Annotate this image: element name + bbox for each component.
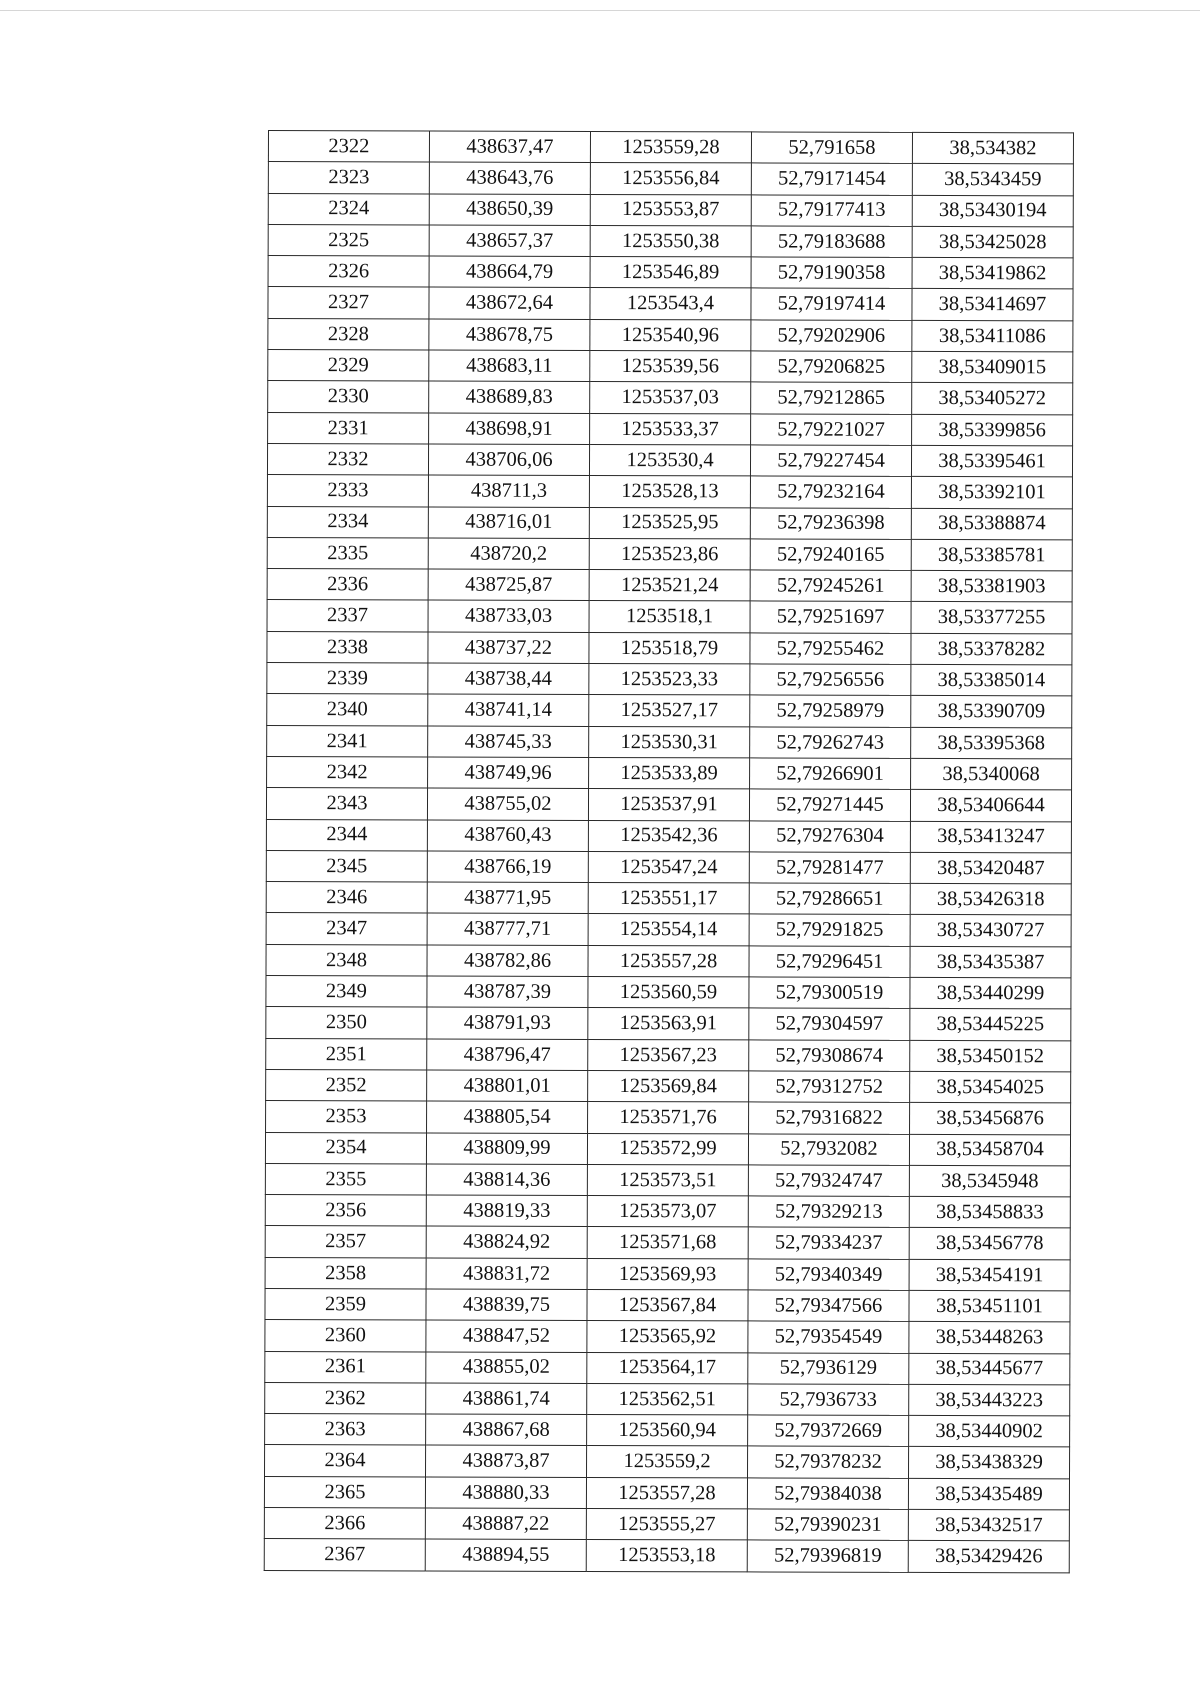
- latitude-cell: 52,79316822: [749, 1102, 910, 1134]
- longitude-cell: 38,5343459: [912, 164, 1073, 196]
- latitude-cell: 52,79347566: [748, 1290, 909, 1322]
- latitude-cell: 52,79227454: [750, 445, 911, 477]
- point-number-cell: 2332: [267, 443, 428, 475]
- longitude-cell: 38,53450152: [910, 1040, 1071, 1072]
- y-coordinate-cell: 1253560,94: [587, 1415, 748, 1447]
- x-coordinate-cell: 438725,87: [428, 569, 589, 601]
- point-number-cell: 2330: [268, 381, 429, 413]
- y-coordinate-cell: 1253563,91: [588, 1008, 749, 1040]
- table-row: [265, 1414, 1070, 1448]
- x-coordinate-cell: 438678,75: [429, 319, 590, 351]
- latitude-cell: 52,79378232: [748, 1446, 909, 1478]
- longitude-cell: 38,534382: [912, 132, 1073, 164]
- latitude-cell: 52,79190358: [751, 257, 912, 289]
- x-coordinate-cell: 438741,14: [428, 694, 589, 726]
- table-row: [266, 850, 1071, 884]
- latitude-cell: 52,7936733: [748, 1384, 909, 1416]
- longitude-cell: 38,53456876: [910, 1103, 1071, 1135]
- longitude-cell: 38,5345948: [909, 1165, 1070, 1197]
- latitude-cell: 52,79308674: [749, 1040, 910, 1072]
- x-coordinate-cell: 438771,95: [427, 882, 588, 914]
- latitude-cell: 52,79206825: [751, 351, 912, 383]
- latitude-cell: 52,79396819: [747, 1540, 908, 1572]
- point-number-cell: 2360: [265, 1320, 426, 1352]
- x-coordinate-cell: 438711,3: [428, 475, 589, 507]
- point-number-cell: 2342: [267, 756, 428, 788]
- y-coordinate-cell: 1253573,07: [587, 1196, 748, 1228]
- y-coordinate-cell: 1253533,89: [589, 757, 750, 789]
- y-coordinate-cell: 1253530,31: [589, 726, 750, 758]
- latitude-cell: 52,79300519: [749, 977, 910, 1009]
- latitude-cell: 52,79171454: [751, 163, 912, 195]
- x-coordinate-cell: 438716,01: [428, 507, 589, 539]
- longitude-cell: 38,53377255: [911, 602, 1072, 634]
- point-number-cell: 2350: [266, 1007, 427, 1039]
- latitude-cell: 52,79236398: [750, 507, 911, 539]
- longitude-cell: 38,53458833: [909, 1197, 1070, 1229]
- table-row: [268, 131, 1073, 165]
- point-number-cell: 2361: [265, 1351, 426, 1383]
- table-row: [265, 1226, 1070, 1260]
- coordinates-table: [264, 130, 1074, 1573]
- y-coordinate-cell: 1253547,24: [588, 851, 749, 883]
- x-coordinate-cell: 438867,68: [426, 1414, 587, 1446]
- y-coordinate-cell: 1253557,28: [586, 1477, 747, 1509]
- latitude-cell: 52,79340349: [748, 1259, 909, 1291]
- y-coordinate-cell: 1253537,91: [588, 789, 749, 821]
- point-number-cell: 2363: [265, 1414, 426, 1446]
- latitude-cell: 52,79212865: [751, 382, 912, 414]
- y-coordinate-cell: 1253527,17: [589, 695, 750, 727]
- longitude-cell: 38,53395461: [911, 445, 1072, 477]
- y-coordinate-cell: 1253569,84: [588, 1070, 749, 1102]
- table-row: [267, 663, 1072, 697]
- x-coordinate-cell: 438880,33: [425, 1477, 586, 1509]
- point-number-cell: 2349: [266, 976, 427, 1008]
- latitude-cell: 52,79197414: [751, 288, 912, 320]
- point-number-cell: 2365: [264, 1476, 425, 1508]
- table-row: [268, 350, 1073, 384]
- latitude-cell: 52,79262743: [750, 727, 911, 759]
- point-number-cell: 2355: [265, 1163, 426, 1195]
- table-row: [267, 569, 1072, 603]
- table-row: [264, 1508, 1069, 1542]
- latitude-cell: 52,79329213: [748, 1196, 909, 1228]
- table-row: [267, 725, 1072, 759]
- table-row: [268, 256, 1073, 290]
- y-coordinate-cell: 1253546,89: [590, 257, 751, 289]
- point-number-cell: 2326: [268, 256, 429, 288]
- table-row: [268, 318, 1073, 352]
- point-number-cell: 2367: [264, 1539, 425, 1571]
- point-number-cell: 2335: [267, 537, 428, 569]
- point-number-cell: 2336: [267, 569, 428, 601]
- point-number-cell: 2358: [265, 1257, 426, 1289]
- longitude-cell: 38,53456778: [909, 1228, 1070, 1260]
- y-coordinate-cell: 1253567,23: [588, 1039, 749, 1071]
- x-coordinate-cell: 438672,64: [429, 287, 590, 319]
- x-coordinate-cell: 438745,33: [428, 726, 589, 758]
- table-row: [266, 913, 1071, 947]
- table-row: [266, 1038, 1071, 1072]
- table-row: [265, 1288, 1070, 1322]
- longitude-cell: 38,53448263: [909, 1322, 1070, 1354]
- y-coordinate-cell: 1253562,51: [587, 1383, 748, 1415]
- point-number-cell: 2340: [267, 694, 428, 726]
- x-coordinate-cell: 438766,19: [427, 851, 588, 883]
- y-coordinate-cell: 1253553,87: [590, 194, 751, 226]
- y-coordinate-cell: 1253572,99: [587, 1133, 748, 1165]
- latitude-cell: 52,79384038: [747, 1478, 908, 1510]
- y-coordinate-cell: 1253553,18: [586, 1540, 747, 1572]
- point-number-cell: 2333: [267, 475, 428, 507]
- x-coordinate-cell: 438737,22: [428, 632, 589, 664]
- point-number-cell: 2331: [268, 412, 429, 444]
- latitude-cell: 52,79334237: [748, 1227, 909, 1259]
- longitude-cell: 38,53438329: [909, 1447, 1070, 1479]
- latitude-cell: 52,79183688: [751, 226, 912, 258]
- table-row: [266, 1101, 1071, 1135]
- table-row: [266, 1069, 1071, 1103]
- table-row: [267, 475, 1072, 509]
- table-row: [264, 1539, 1069, 1573]
- table-row: [268, 412, 1073, 446]
- x-coordinate-cell: 438796,47: [427, 1039, 588, 1071]
- x-coordinate-cell: 438720,2: [428, 538, 589, 570]
- x-coordinate-cell: 438782,86: [427, 945, 588, 977]
- longitude-cell: 38,53420487: [910, 852, 1071, 884]
- latitude-cell: 52,79304597: [749, 1008, 910, 1040]
- longitude-cell: 38,53445677: [909, 1353, 1070, 1385]
- table-row: [267, 443, 1072, 477]
- x-coordinate-cell: 438787,39: [427, 976, 588, 1008]
- point-number-cell: 2351: [266, 1038, 427, 1070]
- latitude-cell: 52,79255462: [750, 633, 911, 665]
- x-coordinate-cell: 438791,93: [427, 1007, 588, 1039]
- longitude-cell: 38,5340068: [911, 758, 1072, 790]
- point-number-cell: 2327: [268, 287, 429, 319]
- y-coordinate-cell: 1253555,27: [586, 1509, 747, 1541]
- table-row: [266, 1007, 1071, 1041]
- table-row: [268, 162, 1073, 196]
- y-coordinate-cell: 1253554,14: [588, 914, 749, 946]
- latitude-cell: 52,7936129: [748, 1353, 909, 1385]
- latitude-cell: 52,79177413: [751, 195, 912, 227]
- x-coordinate-cell: 438664,79: [429, 256, 590, 288]
- table-row: [267, 537, 1072, 571]
- point-number-cell: 2339: [267, 663, 428, 695]
- point-number-cell: 2328: [268, 318, 429, 350]
- x-coordinate-cell: 438650,39: [429, 194, 590, 226]
- point-number-cell: 2364: [265, 1445, 426, 1477]
- latitude-cell: 52,79266901: [750, 758, 911, 790]
- longitude-cell: 38,53445225: [910, 1009, 1071, 1041]
- y-coordinate-cell: 1253565,92: [587, 1321, 748, 1353]
- table-row: [267, 506, 1072, 540]
- x-coordinate-cell: 438733,03: [428, 600, 589, 632]
- x-coordinate-cell: 438801,01: [427, 1070, 588, 1102]
- latitude-cell: 52,79372669: [748, 1415, 909, 1447]
- latitude-cell: 52,79312752: [749, 1071, 910, 1103]
- y-coordinate-cell: 1253571,68: [587, 1227, 748, 1259]
- longitude-cell: 38,53435489: [908, 1478, 1069, 1510]
- point-number-cell: 2341: [267, 725, 428, 757]
- x-coordinate-cell: 438819,33: [426, 1195, 587, 1227]
- longitude-cell: 38,53411086: [912, 320, 1073, 352]
- y-coordinate-cell: 1253557,28: [588, 945, 749, 977]
- longitude-cell: 38,53413247: [910, 821, 1071, 853]
- table-row: [265, 1132, 1070, 1166]
- longitude-cell: 38,53406644: [910, 790, 1071, 822]
- longitude-cell: 38,53405272: [912, 383, 1073, 415]
- longitude-cell: 38,53381903: [911, 571, 1072, 603]
- longitude-cell: 38,53435387: [910, 946, 1071, 978]
- table-row: [266, 788, 1071, 822]
- point-number-cell: 2356: [265, 1195, 426, 1227]
- y-coordinate-cell: 1253571,76: [588, 1102, 749, 1134]
- point-number-cell: 2344: [266, 819, 427, 851]
- x-coordinate-cell: 438894,55: [425, 1539, 586, 1571]
- y-coordinate-cell: 1253528,13: [589, 476, 750, 508]
- longitude-cell: 38,53425028: [912, 226, 1073, 258]
- latitude-cell: 52,79276304: [749, 820, 910, 852]
- table-row: [268, 193, 1073, 227]
- longitude-cell: 38,53426318: [910, 884, 1071, 916]
- latitude-cell: 52,79240165: [750, 539, 911, 571]
- table-row: [266, 944, 1071, 978]
- y-coordinate-cell: 1253518,79: [589, 632, 750, 664]
- longitude-cell: 38,53392101: [911, 477, 1072, 509]
- y-coordinate-cell: 1253543,4: [590, 288, 751, 320]
- x-coordinate-cell: 438706,06: [428, 444, 589, 476]
- y-coordinate-cell: 1253573,51: [587, 1164, 748, 1196]
- latitude-cell: 52,79271445: [749, 789, 910, 821]
- table-row: [268, 224, 1073, 258]
- table-row: [268, 381, 1073, 415]
- x-coordinate-cell: 438760,43: [427, 820, 588, 852]
- x-coordinate-cell: 438689,83: [429, 381, 590, 413]
- longitude-cell: 38,53430194: [912, 195, 1073, 227]
- longitude-cell: 38,53399856: [912, 414, 1073, 446]
- x-coordinate-cell: 438777,71: [427, 913, 588, 945]
- point-number-cell: 2352: [266, 1069, 427, 1101]
- y-coordinate-cell: 1253564,17: [587, 1352, 748, 1384]
- y-coordinate-cell: 1253525,95: [589, 507, 750, 539]
- point-number-cell: 2354: [265, 1132, 426, 1164]
- point-number-cell: 2366: [264, 1508, 425, 1540]
- y-coordinate-cell: 1253556,84: [590, 163, 751, 195]
- x-coordinate-cell: 438873,87: [426, 1445, 587, 1477]
- latitude-cell: 52,79281477: [749, 852, 910, 884]
- y-coordinate-cell: 1253567,84: [587, 1289, 748, 1321]
- x-coordinate-cell: 438855,02: [426, 1352, 587, 1384]
- x-coordinate-cell: 438847,52: [426, 1320, 587, 1352]
- x-coordinate-cell: 438698,91: [429, 413, 590, 445]
- point-number-cell: 2348: [266, 944, 427, 976]
- longitude-cell: 38,53454191: [909, 1259, 1070, 1291]
- x-coordinate-cell: 438805,54: [427, 1101, 588, 1133]
- x-coordinate-cell: 438683,11: [429, 350, 590, 382]
- longitude-cell: 38,53429426: [908, 1541, 1069, 1573]
- table-row: [265, 1351, 1070, 1385]
- longitude-cell: 38,53378282: [911, 633, 1072, 665]
- table-row: [265, 1257, 1070, 1291]
- point-number-cell: 2362: [265, 1382, 426, 1414]
- x-coordinate-cell: 438738,44: [428, 663, 589, 695]
- point-number-cell: 2323: [268, 162, 429, 194]
- longitude-cell: 38,53385781: [911, 539, 1072, 571]
- table-row: [265, 1382, 1070, 1416]
- y-coordinate-cell: 1253569,93: [587, 1258, 748, 1290]
- y-coordinate-cell: 1253559,2: [587, 1446, 748, 1478]
- table-row: [267, 756, 1072, 790]
- longitude-cell: 38,53385014: [911, 664, 1072, 696]
- point-number-cell: 2338: [267, 631, 428, 663]
- point-number-cell: 2334: [267, 506, 428, 538]
- longitude-cell: 38,53443223: [909, 1384, 1070, 1416]
- x-coordinate-cell: 438749,96: [428, 757, 589, 789]
- point-number-cell: 2337: [267, 600, 428, 632]
- coordinates-table-body: [264, 131, 1073, 1573]
- point-number-cell: 2345: [266, 850, 427, 882]
- table-row: [266, 976, 1071, 1010]
- y-coordinate-cell: 1253551,17: [588, 883, 749, 915]
- y-coordinate-cell: 1253560,59: [588, 976, 749, 1008]
- y-coordinate-cell: 1253540,96: [590, 319, 751, 351]
- table-row: [268, 287, 1073, 321]
- x-coordinate-cell: 438839,75: [426, 1289, 587, 1321]
- table-row: [266, 819, 1071, 853]
- y-coordinate-cell: 1253537,03: [590, 382, 751, 414]
- latitude-cell: 52,79256556: [750, 664, 911, 696]
- x-coordinate-cell: 438637,47: [429, 131, 590, 163]
- table-row: [265, 1320, 1070, 1354]
- longitude-cell: 38,53419862: [912, 258, 1073, 290]
- y-coordinate-cell: 1253559,28: [590, 131, 751, 163]
- longitude-cell: 38,53454025: [910, 1071, 1071, 1103]
- x-coordinate-cell: 438809,99: [426, 1132, 587, 1164]
- latitude-cell: 52,79354549: [748, 1321, 909, 1353]
- y-coordinate-cell: 1253530,4: [589, 444, 750, 476]
- latitude-cell: 52,79286651: [749, 883, 910, 915]
- longitude-cell: 38,53414697: [912, 289, 1073, 321]
- y-coordinate-cell: 1253518,1: [589, 601, 750, 633]
- y-coordinate-cell: 1253523,33: [589, 664, 750, 696]
- x-coordinate-cell: 438861,74: [426, 1383, 587, 1415]
- point-number-cell: 2357: [265, 1226, 426, 1258]
- table-row: [267, 694, 1072, 728]
- point-number-cell: 2343: [266, 788, 427, 820]
- x-coordinate-cell: 438824,92: [426, 1226, 587, 1258]
- table-row: [264, 1476, 1069, 1510]
- y-coordinate-cell: 1253539,56: [590, 351, 751, 383]
- latitude-cell: 52,79251697: [750, 601, 911, 633]
- x-coordinate-cell: 438887,22: [425, 1508, 586, 1540]
- longitude-cell: 38,53432517: [908, 1509, 1069, 1541]
- longitude-cell: 38,53440902: [909, 1416, 1070, 1448]
- latitude-cell: 52,79258979: [750, 695, 911, 727]
- x-coordinate-cell: 438831,72: [426, 1258, 587, 1290]
- longitude-cell: 38,53458704: [909, 1134, 1070, 1166]
- table-row: [267, 631, 1072, 665]
- y-coordinate-cell: 1253521,24: [589, 570, 750, 602]
- point-number-cell: 2325: [268, 224, 429, 256]
- longitude-cell: 38,53409015: [912, 351, 1073, 383]
- point-number-cell: 2346: [266, 882, 427, 914]
- y-coordinate-cell: 1253523,86: [589, 538, 750, 570]
- y-coordinate-cell: 1253550,38: [590, 225, 751, 257]
- latitude-cell: 52,79232164: [750, 476, 911, 508]
- longitude-cell: 38,53395368: [911, 727, 1072, 759]
- table-row: [266, 882, 1071, 916]
- x-coordinate-cell: 438643,76: [429, 162, 590, 194]
- y-coordinate-cell: 1253533,37: [590, 413, 751, 445]
- longitude-cell: 38,53440299: [910, 977, 1071, 1009]
- point-number-cell: 2322: [268, 131, 429, 163]
- latitude-cell: 52,79221027: [751, 414, 912, 446]
- latitude-cell: 52,79202906: [751, 320, 912, 352]
- table-row: [265, 1163, 1070, 1197]
- longitude-cell: 38,53388874: [911, 508, 1072, 540]
- latitude-cell: 52,79324747: [748, 1165, 909, 1197]
- y-coordinate-cell: 1253542,36: [588, 820, 749, 852]
- latitude-cell: 52,79296451: [749, 946, 910, 978]
- point-number-cell: 2329: [268, 350, 429, 382]
- latitude-cell: 52,79390231: [747, 1509, 908, 1541]
- point-number-cell: 2359: [265, 1288, 426, 1320]
- latitude-cell: 52,791658: [751, 132, 912, 164]
- x-coordinate-cell: 438755,02: [427, 788, 588, 820]
- x-coordinate-cell: 438657,37: [429, 225, 590, 257]
- table-row: [265, 1445, 1070, 1479]
- longitude-cell: 38,53451101: [909, 1290, 1070, 1322]
- table-row: [267, 600, 1072, 634]
- latitude-cell: 52,7932082: [748, 1133, 909, 1165]
- x-coordinate-cell: 438814,36: [426, 1164, 587, 1196]
- point-number-cell: 2353: [266, 1101, 427, 1133]
- longitude-cell: 38,53430727: [910, 915, 1071, 947]
- point-number-cell: 2347: [266, 913, 427, 945]
- scan-top-edge: [0, 10, 1200, 11]
- point-number-cell: 2324: [268, 193, 429, 225]
- table-row: [265, 1195, 1070, 1229]
- latitude-cell: 52,79245261: [750, 570, 911, 602]
- latitude-cell: 52,79291825: [749, 914, 910, 946]
- longitude-cell: 38,53390709: [911, 696, 1072, 728]
